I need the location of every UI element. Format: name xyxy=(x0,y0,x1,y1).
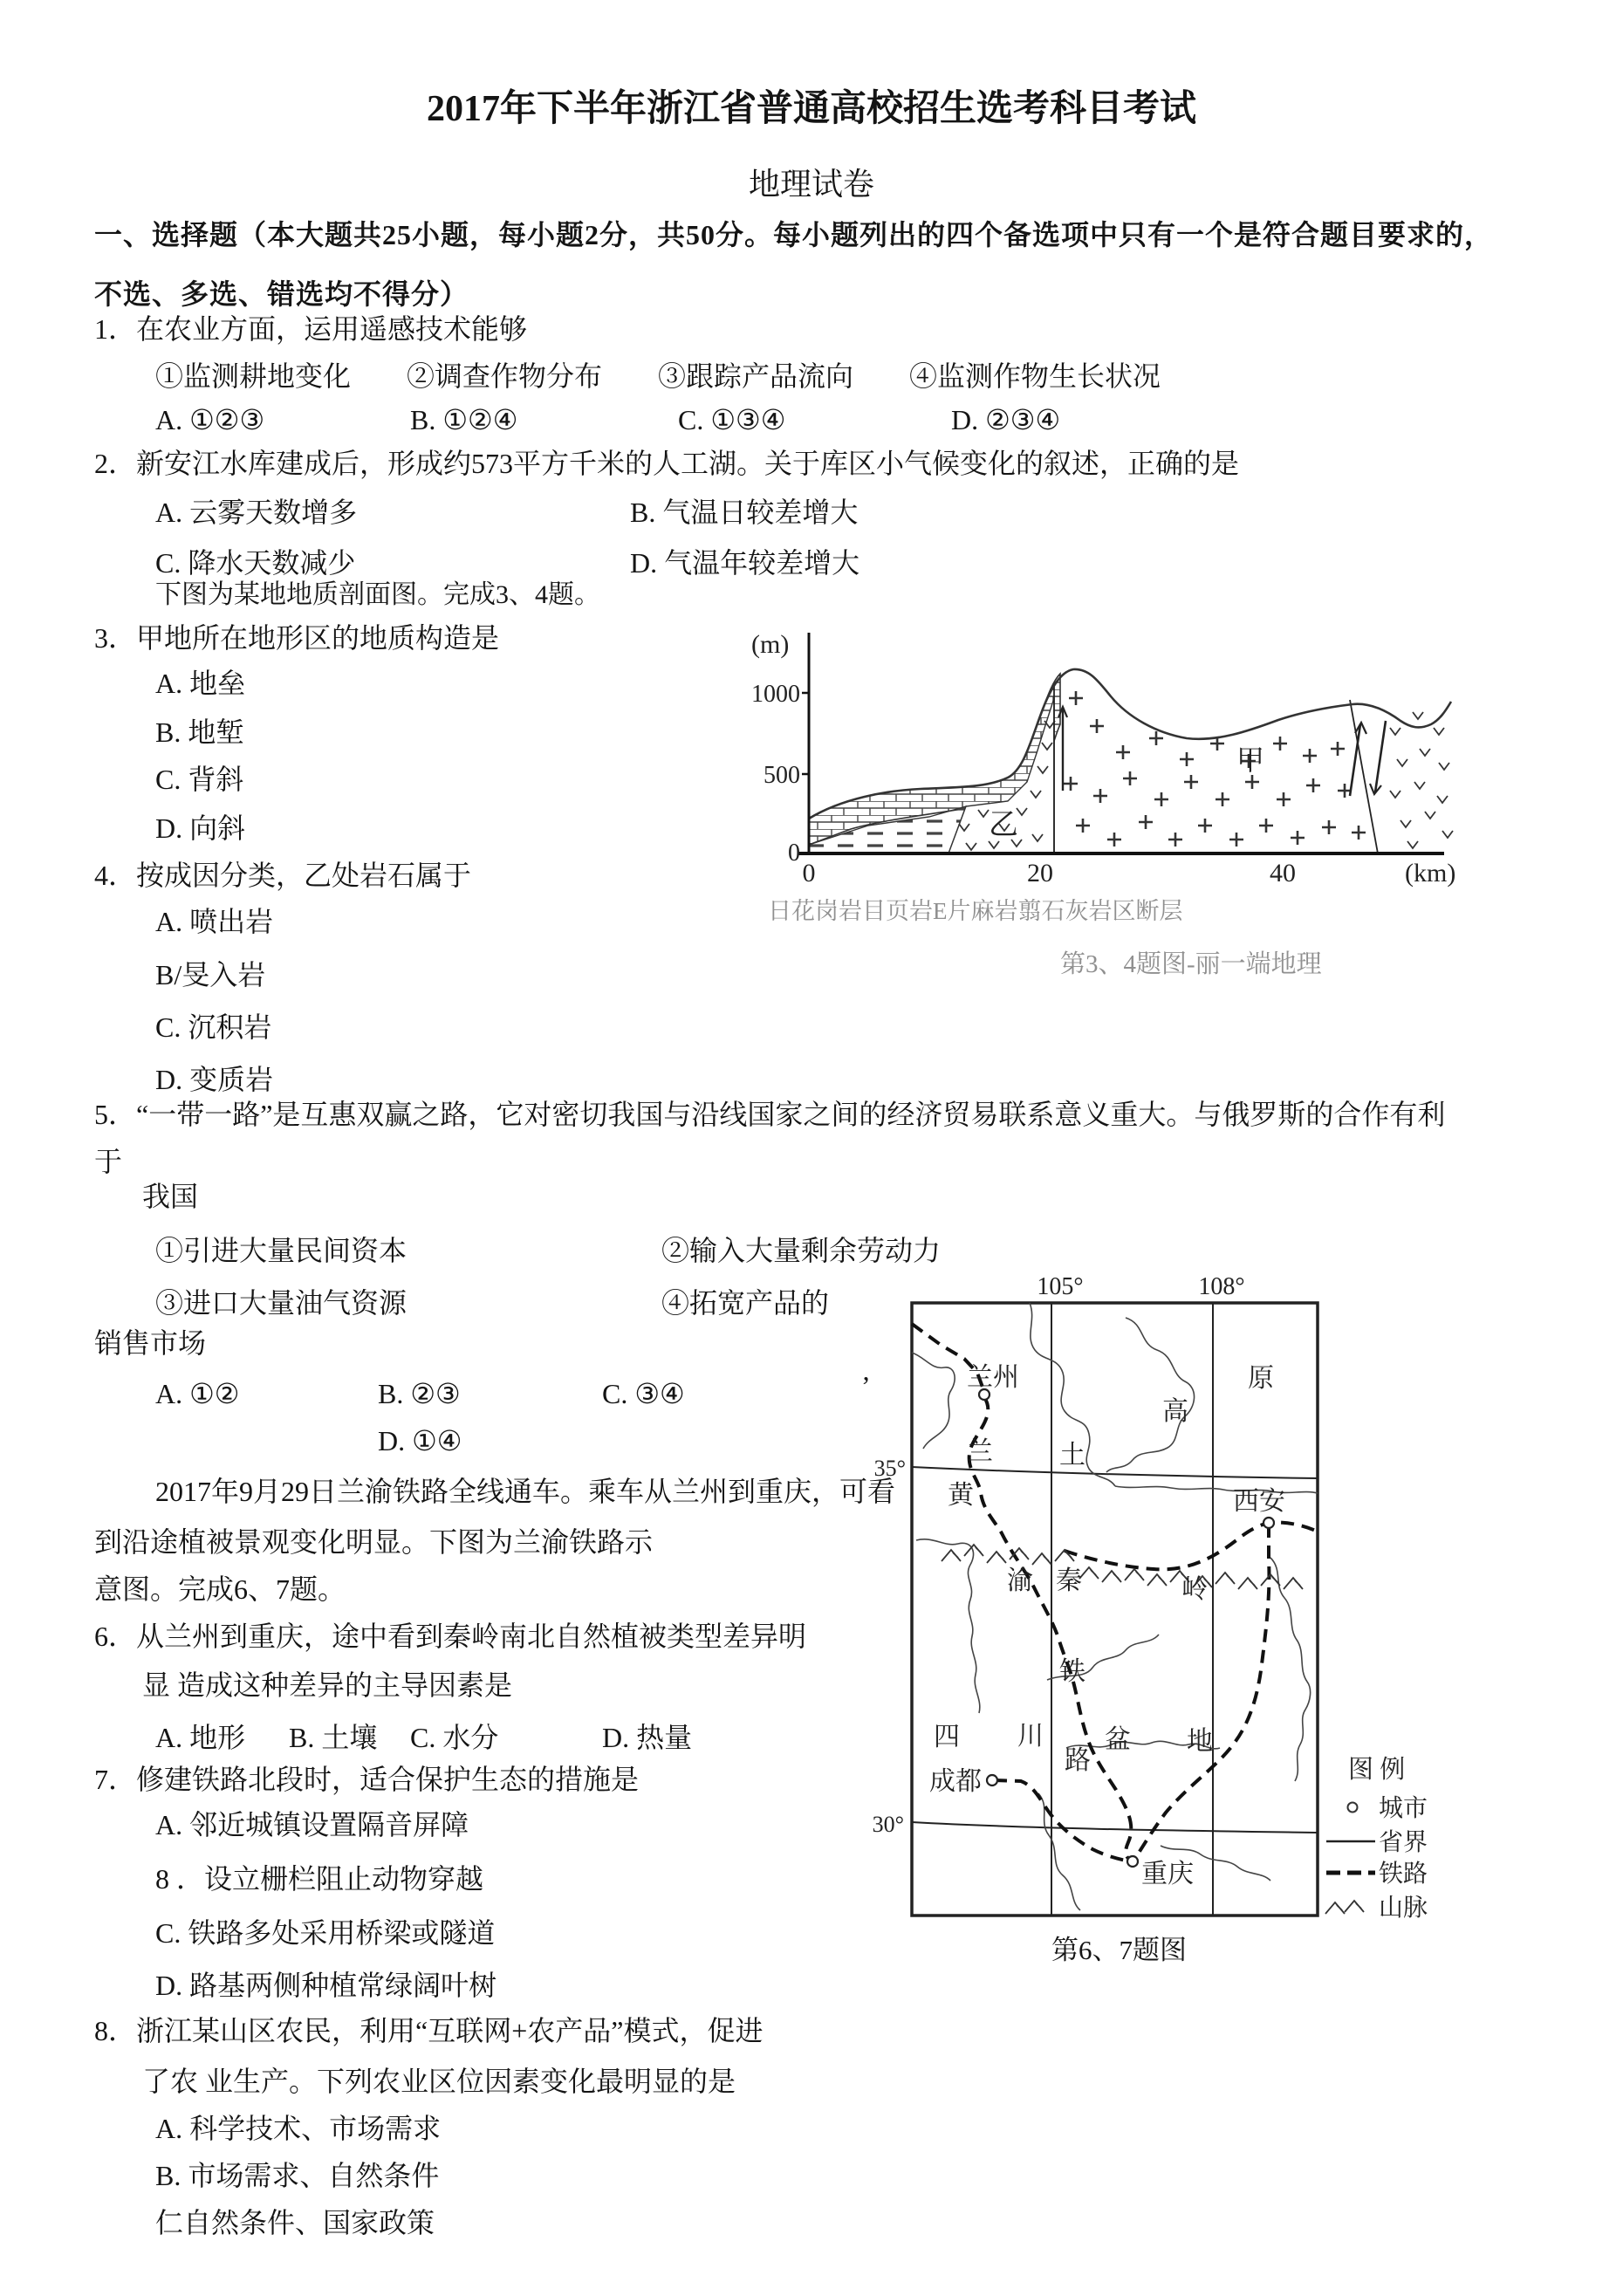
q5-item1: ①引进大量民间资本 xyxy=(155,1235,407,1266)
lanyu-railway-map-figure xyxy=(864,1270,1466,1977)
legend-mountain-label: 山脉 xyxy=(1379,1895,1428,1922)
map-label-lu: 路 xyxy=(1065,1746,1091,1775)
lat-30-label: 30° xyxy=(872,1812,904,1837)
q8-stem-line1: 8．浙江某山区农民，利用“互联网+农产品”模式，促进 xyxy=(94,2015,764,2046)
q5-stem-line1: 5．“一带一路”是互惠双赢之路，它对密切我国与沿线国家之间的经济贸易联系意义重大。与俄罗斯的合作有利 xyxy=(94,1099,1446,1130)
q2-option-d: D. 气温年较差增大 xyxy=(630,547,860,579)
q4-option-b: B/旻入岩 xyxy=(155,959,266,990)
q3-option-c: C. 背斜 xyxy=(155,764,244,795)
right-volcanic-v-marks xyxy=(1390,712,1453,848)
q5-item4-wrap: 销售市场 xyxy=(94,1327,207,1359)
railway-chengdu-spur xyxy=(994,1780,1131,1861)
q5-option-d: D. ①④ xyxy=(378,1425,462,1456)
map-label-tu: 土 xyxy=(1059,1441,1085,1470)
q7-option-d: D. 路基两侧种植常绿阔叶树 xyxy=(155,1970,497,2001)
q5-option-a: A. ①② xyxy=(155,1378,240,1409)
granite-plus-marks xyxy=(1064,691,1366,846)
map-label-ling: 岭 xyxy=(1181,1575,1208,1604)
q8-option-b: B. 市场需求、自然条件 xyxy=(155,2160,440,2191)
q5-stray-mark: ’ xyxy=(861,1370,871,1402)
q3-option-a: A. 地垒 xyxy=(155,668,246,699)
q6-option-d: D. 热量 xyxy=(602,1722,693,1753)
map-label-gao: 高 xyxy=(1162,1397,1188,1426)
q1-option-c: C. ①③④ xyxy=(678,404,786,435)
q67-intro-line1: 2017年9月29日兰渝铁路全线通车。乘车从兰州到重庆，可看 xyxy=(155,1476,896,1507)
q34-intro: 下图为某地地质剖面图。完成3、4题。 xyxy=(155,580,600,609)
xtick-20: 20 xyxy=(1027,859,1053,888)
q4-option-c: C. 沉积岩 xyxy=(155,1011,272,1043)
map-label-qin: 秦 xyxy=(1056,1566,1082,1595)
map-border xyxy=(912,1303,1318,1916)
city-markers xyxy=(979,1389,1274,1867)
city-label-xian: 西安 xyxy=(1233,1487,1285,1516)
map-label-tie: 铁 xyxy=(1059,1657,1085,1686)
q5-item3: ③进口大量油气资源 xyxy=(155,1287,407,1319)
q4-option-d: D. 变质岩 xyxy=(155,1064,274,1095)
q2-option-b: B. 气温日较差增大 xyxy=(630,497,859,528)
q1-stem: 1．在农业方面，运用遥感技术能够 xyxy=(94,313,528,345)
province-boundaries xyxy=(912,1303,1318,1910)
q3-stem: 3．甲地所在地形区的地质构造是 xyxy=(94,622,500,654)
ytick-1000: 1000 xyxy=(751,681,800,708)
map-label-yuan: 原 xyxy=(1248,1364,1274,1393)
map-label-di: 地 xyxy=(1187,1727,1213,1756)
q7-option-a: A. 邻近城镇设置隔音屏障 xyxy=(155,1809,469,1840)
geology-cross-section-figure xyxy=(746,620,1457,890)
city-marker-xian xyxy=(1263,1518,1274,1528)
q3-option-b: B. 地堑 xyxy=(155,716,244,748)
legend-city-label: 城市 xyxy=(1379,1795,1428,1822)
map-legend xyxy=(1325,1755,1428,1922)
section-heading-line1: 一、选择题（本大题共25小题，每小题2分，共50分。每小题列出的四个备选项中只有一个是符合题目要求的， xyxy=(94,219,1494,250)
ytick-0: 0 xyxy=(788,840,800,867)
city-marker-chongqing xyxy=(1127,1856,1138,1867)
q4-stem: 4．按成因分类，乙处岩石属于 xyxy=(94,860,472,891)
q2-stem: 2．新安江水库建成后，形成约573平方千米的人工湖。关于库区小气候变化的叙述，正确的是 xyxy=(94,448,1240,479)
q67-intro-line3: 意图。完成6、7题。 xyxy=(94,1573,346,1605)
q5-option-b: B. ②③ xyxy=(378,1378,461,1409)
q8-stem-line2: 了农 业生产。下列农业区位因素变化最明显的是 xyxy=(142,2066,736,2097)
map-label-huang: 黄 xyxy=(948,1481,974,1510)
label-jia: 甲 xyxy=(1236,744,1265,776)
q7-option-c: C. 铁路多处采用桥梁或隧道 xyxy=(155,1917,496,1949)
geology-figure-legend-caption: 日花岗岩目页岩E片麻岩翦石灰岩区断层 xyxy=(768,898,1183,924)
q7-option-b: 8 ．设立栅栏阻止动物穿越 xyxy=(155,1863,484,1895)
q6-stem-line1: 6．从兰州到重庆，途中看到秦岭南北自然植被类型差异明 xyxy=(94,1621,807,1652)
map-label-chuan: 川 xyxy=(1017,1722,1044,1751)
q7-stem: 7．修建铁路北段时，适合保护生态的措施是 xyxy=(94,1764,640,1795)
y-axis-unit: (m) xyxy=(751,630,790,659)
city-label-chengdu: 成都 xyxy=(929,1767,982,1796)
q5-item2: ②输入大量剩余劳动力 xyxy=(661,1235,942,1266)
qinling-mountain-chain xyxy=(942,1545,1303,1589)
q3-option-d: D. 向斜 xyxy=(155,812,246,844)
label-yi: 乙 xyxy=(989,809,1018,841)
q1-option-d: D. ②③④ xyxy=(951,404,1061,435)
q5-item4: ④拓宽产品的 xyxy=(661,1287,830,1319)
q5-stem-line2: 于 xyxy=(94,1146,123,1177)
q8-option-a: A. 科学技术、市场需求 xyxy=(155,2113,442,2144)
map-label-yu: 渝 xyxy=(1007,1566,1033,1595)
legend-title: 图 例 xyxy=(1348,1756,1406,1784)
q5-stem-line3: 我国 xyxy=(142,1181,199,1212)
legend-mountain-icon xyxy=(1325,1902,1345,1914)
parallel-30 xyxy=(912,1822,1318,1833)
fault-line-right xyxy=(1350,700,1386,853)
map-label-lan: 兰 xyxy=(967,1437,993,1466)
map-label-si: 四 xyxy=(934,1723,960,1751)
q6-stem-line2: 显 造成这种差异的主导因素是 xyxy=(142,1669,513,1701)
lon-108-label: 108° xyxy=(1198,1273,1245,1300)
q5-option-c: C. ③④ xyxy=(602,1378,685,1409)
q1-option-b: B. ①②④ xyxy=(410,404,518,435)
city-marker-chengdu xyxy=(987,1775,997,1785)
page-title: 2017年下半年浙江省普通高校招生选考科目考试 xyxy=(426,89,1196,129)
paper-subtitle: 地理试卷 xyxy=(748,167,874,202)
geology-figure-caption: 第3、4题图-丽一端地理 xyxy=(1060,950,1322,978)
q6-option-a: A. 地形 xyxy=(155,1722,246,1753)
railway-xian-eastwest xyxy=(1065,1522,1318,1569)
q1-option-a: A. ①②③ xyxy=(155,404,265,435)
legend-city-icon xyxy=(1348,1803,1358,1813)
q4-option-a: A. 喷出岩 xyxy=(155,906,274,937)
q67-intro-line2: 到沿途植被景观变化明显。下图为兰渝铁路示 xyxy=(94,1526,654,1558)
x-axis-unit: (km) xyxy=(1405,859,1456,888)
xtick-0: 0 xyxy=(802,859,816,888)
lat-35-label: 35° xyxy=(873,1456,906,1481)
q1-items: ①监测耕地变化 ②调查作物分布 ③跟踪产品流向 ④监测作物生长状况 xyxy=(155,360,1161,392)
q2-option-c: C. 降水天数减少 xyxy=(155,547,356,579)
section-heading-line2: 不选、多选、错选均不得分） xyxy=(94,278,469,310)
q6-option-b: B. 土壤 xyxy=(289,1722,378,1753)
xtick-40: 40 xyxy=(1270,859,1296,888)
map-figure-caption: 第6、7题图 xyxy=(1051,1935,1187,1965)
q6-option-c: C. 水分 xyxy=(410,1722,499,1753)
q8-option-c: 仁自然条件、国家政策 xyxy=(155,2207,435,2238)
lon-105-label: 105° xyxy=(1037,1273,1084,1300)
legend-boundary-label: 省界 xyxy=(1379,1829,1428,1856)
q2-option-a: A. 云雾天数增多 xyxy=(155,497,358,528)
ytick-500: 500 xyxy=(764,762,800,789)
legend-railway-label: 铁路 xyxy=(1379,1861,1428,1888)
city-label-chongqing: 重庆 xyxy=(1141,1860,1194,1888)
city-label-lanzhou: 兰州 xyxy=(967,1363,1019,1392)
map-label-pen: 盆 xyxy=(1105,1725,1131,1754)
